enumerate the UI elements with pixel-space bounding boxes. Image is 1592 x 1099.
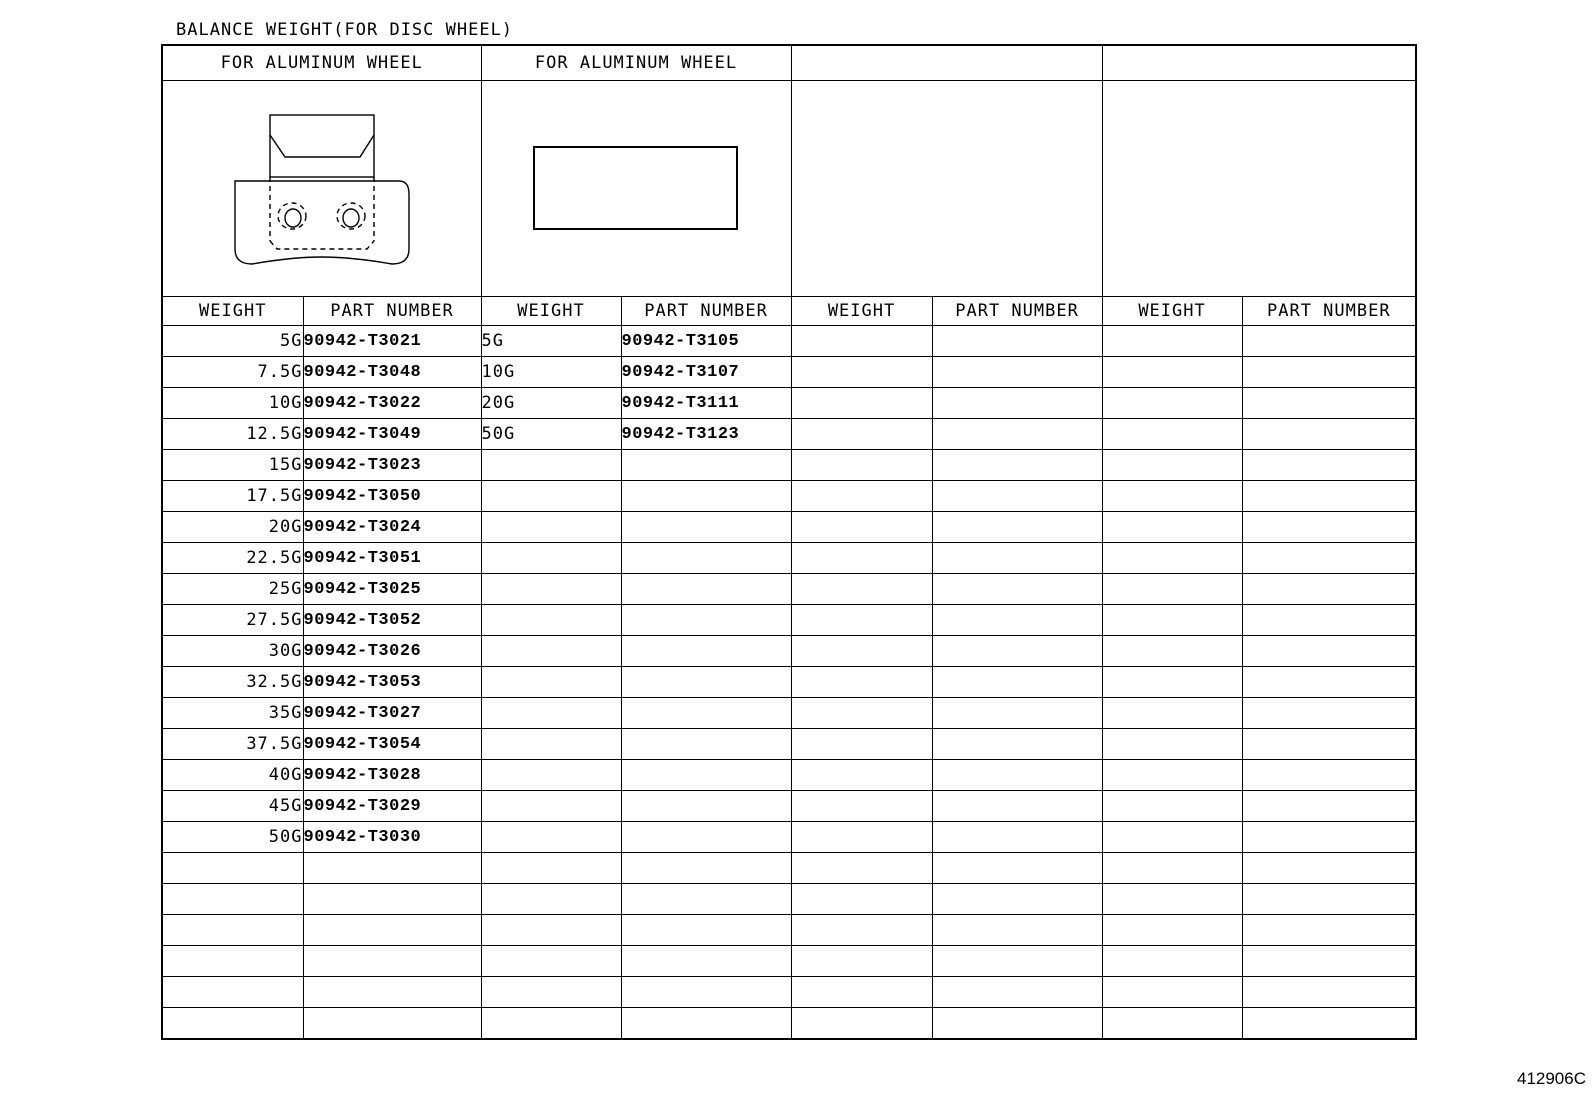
part-number-cell xyxy=(932,1008,1102,1040)
group-header xyxy=(1102,45,1416,81)
part-number-cell xyxy=(932,667,1102,698)
clip-on-weight-icon xyxy=(227,109,417,269)
part-number-column-header: PART NUMBER xyxy=(932,297,1102,326)
weight-cell: 32.5G xyxy=(162,667,303,698)
weight-cell xyxy=(481,760,621,791)
weight-cell xyxy=(1102,698,1242,729)
table-row xyxy=(162,698,1416,729)
part-number-cell xyxy=(621,1008,791,1040)
weight-cell xyxy=(1102,667,1242,698)
part-number-cell xyxy=(932,977,1102,1008)
weight-cell xyxy=(1102,388,1242,419)
part-number-cell xyxy=(303,1008,481,1040)
part-number-cell: 90942-T3123 xyxy=(621,419,791,450)
weight-cell xyxy=(1102,915,1242,946)
part-number-cell: 90942-T3027 xyxy=(303,698,481,729)
weight-column-header: WEIGHT xyxy=(791,297,932,326)
part-number-cell xyxy=(1242,884,1416,915)
part-number-cell xyxy=(1242,605,1416,636)
part-number-column-header: PART NUMBER xyxy=(621,297,791,326)
part-number-cell: 90942-T3049 xyxy=(303,419,481,450)
weight-cell xyxy=(162,977,303,1008)
weight-cell xyxy=(791,357,932,388)
table-row xyxy=(162,357,1416,388)
part-number-cell xyxy=(932,450,1102,481)
weight-cell xyxy=(791,419,932,450)
part-number-cell xyxy=(621,450,791,481)
weight-cell xyxy=(481,946,621,977)
weight-cell xyxy=(791,977,932,1008)
part-number-cell xyxy=(621,667,791,698)
part-number-cell xyxy=(1242,667,1416,698)
weight-cell xyxy=(1102,419,1242,450)
part-number-cell xyxy=(932,574,1102,605)
table-row xyxy=(162,729,1416,760)
weight-cell xyxy=(791,729,932,760)
weight-cell xyxy=(1102,450,1242,481)
part-number-cell xyxy=(621,729,791,760)
weight-cell xyxy=(791,853,932,884)
weight-cell xyxy=(481,574,621,605)
weight-cell xyxy=(1102,884,1242,915)
weight-cell xyxy=(791,543,932,574)
part-number-cell xyxy=(303,915,481,946)
weight-cell: 50G xyxy=(481,419,621,450)
part-number-cell xyxy=(932,543,1102,574)
table-row xyxy=(162,853,1416,884)
part-number-cell xyxy=(1242,946,1416,977)
table-row xyxy=(162,822,1416,853)
part-number-cell: 90942-T3051 xyxy=(303,543,481,574)
part-number-cell xyxy=(1242,388,1416,419)
table-row xyxy=(162,419,1416,450)
weight-cell xyxy=(481,450,621,481)
table-row xyxy=(162,605,1416,636)
weight-cell: 22.5G xyxy=(162,543,303,574)
weight-cell xyxy=(481,822,621,853)
part-number-cell xyxy=(932,419,1102,450)
weight-cell xyxy=(791,388,932,419)
table-row xyxy=(162,512,1416,543)
illustration-cell xyxy=(1102,81,1416,297)
weight-cell: 45G xyxy=(162,791,303,822)
weight-cell: 27.5G xyxy=(162,605,303,636)
weight-cell xyxy=(162,884,303,915)
part-number-cell xyxy=(1242,636,1416,667)
part-number-cell: 90942-T3053 xyxy=(303,667,481,698)
weight-column-header: WEIGHT xyxy=(1102,297,1242,326)
part-number-cell xyxy=(1242,791,1416,822)
part-number-cell xyxy=(1242,450,1416,481)
part-number-cell xyxy=(303,853,481,884)
weight-cell xyxy=(481,884,621,915)
weight-cell xyxy=(791,574,932,605)
weight-cell xyxy=(791,450,932,481)
weight-cell: 37.5G xyxy=(162,729,303,760)
adhesive-weight-icon xyxy=(531,144,741,234)
weight-cell xyxy=(791,667,932,698)
weight-cell xyxy=(481,915,621,946)
part-number-cell xyxy=(621,915,791,946)
weight-cell: 50G xyxy=(162,822,303,853)
weight-cell xyxy=(791,915,932,946)
part-number-cell: 90942-T3054 xyxy=(303,729,481,760)
part-number-cell xyxy=(621,574,791,605)
part-number-cell xyxy=(932,481,1102,512)
weight-cell xyxy=(481,1008,621,1040)
weight-cell xyxy=(162,915,303,946)
weight-cell xyxy=(481,698,621,729)
part-number-cell xyxy=(621,481,791,512)
weight-cell xyxy=(481,729,621,760)
part-number-cell xyxy=(303,884,481,915)
part-number-cell xyxy=(932,946,1102,977)
part-number-cell xyxy=(1242,481,1416,512)
weight-cell xyxy=(791,326,932,357)
page-title: BALANCE WEIGHT(FOR DISC WHEEL) xyxy=(176,20,514,40)
weight-cell: 10G xyxy=(481,357,621,388)
table-row xyxy=(162,450,1416,481)
part-number-cell xyxy=(1242,698,1416,729)
weight-cell xyxy=(1102,791,1242,822)
part-number-cell: 90942-T3023 xyxy=(303,450,481,481)
part-number-column-header: PART NUMBER xyxy=(303,297,481,326)
table-row xyxy=(162,667,1416,698)
weight-cell xyxy=(481,977,621,1008)
group-header: FOR ALUMINUM WHEEL xyxy=(481,45,791,81)
weight-cell: 35G xyxy=(162,698,303,729)
weight-cell: 12.5G xyxy=(162,419,303,450)
weight-cell xyxy=(1102,512,1242,543)
table-row xyxy=(162,388,1416,419)
weight-cell xyxy=(481,481,621,512)
part-number-cell: 90942-T3050 xyxy=(303,481,481,512)
weight-cell xyxy=(481,636,621,667)
part-number-cell xyxy=(621,946,791,977)
part-number-cell: 90942-T3105 xyxy=(621,326,791,357)
weight-cell xyxy=(791,760,932,791)
weight-cell xyxy=(481,512,621,543)
part-number-cell xyxy=(621,884,791,915)
weight-cell xyxy=(791,884,932,915)
table-row xyxy=(162,543,1416,574)
part-number-cell xyxy=(621,977,791,1008)
group-header xyxy=(791,45,1102,81)
part-number-column-header: PART NUMBER xyxy=(1242,297,1416,326)
table-row xyxy=(162,977,1416,1008)
weight-cell xyxy=(1102,543,1242,574)
weight-cell xyxy=(1102,636,1242,667)
part-number-cell: 90942-T3025 xyxy=(303,574,481,605)
weight-cell xyxy=(481,605,621,636)
part-number-cell: 90942-T3111 xyxy=(621,388,791,419)
part-number-cell xyxy=(303,946,481,977)
part-number-cell xyxy=(1242,822,1416,853)
part-number-cell: 90942-T3030 xyxy=(303,822,481,853)
weight-cell xyxy=(1102,326,1242,357)
table-row xyxy=(162,791,1416,822)
part-number-cell xyxy=(1242,1008,1416,1040)
weight-cell xyxy=(162,946,303,977)
part-number-cell xyxy=(1242,853,1416,884)
weight-cell xyxy=(1102,946,1242,977)
part-number-cell xyxy=(932,512,1102,543)
part-number-cell xyxy=(1242,915,1416,946)
reference-code: 412906C xyxy=(1516,1069,1586,1088)
weight-cell xyxy=(481,667,621,698)
weight-cell: 20G xyxy=(162,512,303,543)
weight-cell: 17.5G xyxy=(162,481,303,512)
weight-cell xyxy=(481,791,621,822)
illustration-cell xyxy=(481,81,791,297)
part-number-cell xyxy=(621,853,791,884)
weight-cell xyxy=(481,543,621,574)
part-number-cell xyxy=(621,543,791,574)
part-number-cell xyxy=(621,636,791,667)
weight-cell xyxy=(1102,1008,1242,1040)
weight-column-header: WEIGHT xyxy=(162,297,303,326)
part-number-cell: 90942-T3029 xyxy=(303,791,481,822)
table-row xyxy=(162,636,1416,667)
part-number-cell xyxy=(1242,326,1416,357)
table-row xyxy=(162,915,1416,946)
weight-cell: 7.5G xyxy=(162,357,303,388)
part-number-cell xyxy=(932,853,1102,884)
weight-cell xyxy=(481,853,621,884)
table-row xyxy=(162,481,1416,512)
table-row xyxy=(162,1008,1416,1040)
weight-cell: 40G xyxy=(162,760,303,791)
part-number-cell: 90942-T3028 xyxy=(303,760,481,791)
table-row xyxy=(162,884,1416,915)
part-number-cell xyxy=(621,822,791,853)
part-number-cell: 90942-T3022 xyxy=(303,388,481,419)
part-number-cell xyxy=(1242,419,1416,450)
weight-cell xyxy=(791,481,932,512)
illustration-cell xyxy=(791,81,1102,297)
weight-cell xyxy=(791,822,932,853)
part-number-cell xyxy=(621,698,791,729)
table-row xyxy=(162,946,1416,977)
part-number-cell xyxy=(1242,512,1416,543)
weight-cell xyxy=(791,605,932,636)
part-number-cell xyxy=(303,977,481,1008)
weight-cell xyxy=(791,1008,932,1040)
part-number-cell xyxy=(621,512,791,543)
part-number-cell: 90942-T3048 xyxy=(303,357,481,388)
weight-cell xyxy=(1102,822,1242,853)
part-number-cell: 90942-T3107 xyxy=(621,357,791,388)
part-number-cell: 90942-T3052 xyxy=(303,605,481,636)
weight-cell xyxy=(162,1008,303,1040)
part-number-cell xyxy=(1242,574,1416,605)
weight-cell xyxy=(1102,357,1242,388)
weight-cell xyxy=(162,853,303,884)
weight-cell: 25G xyxy=(162,574,303,605)
weight-cell xyxy=(791,946,932,977)
balance-weight-table xyxy=(161,44,1417,1040)
part-number-cell xyxy=(932,388,1102,419)
weight-column-header: WEIGHT xyxy=(481,297,621,326)
weight-cell: 30G xyxy=(162,636,303,667)
part-number-cell xyxy=(621,605,791,636)
part-number-cell xyxy=(932,636,1102,667)
part-number-cell xyxy=(1242,729,1416,760)
weight-cell xyxy=(791,512,932,543)
weight-cell: 5G xyxy=(481,326,621,357)
part-number-cell xyxy=(932,729,1102,760)
part-number-cell xyxy=(621,791,791,822)
weight-cell xyxy=(1102,853,1242,884)
weight-cell: 10G xyxy=(162,388,303,419)
weight-cell xyxy=(1102,760,1242,791)
part-number-cell xyxy=(932,915,1102,946)
part-number-cell xyxy=(932,822,1102,853)
table-row xyxy=(162,326,1416,357)
part-number-cell xyxy=(932,326,1102,357)
weight-cell xyxy=(791,698,932,729)
weight-cell xyxy=(1102,977,1242,1008)
part-number-cell xyxy=(932,760,1102,791)
weight-cell xyxy=(1102,481,1242,512)
part-number-cell xyxy=(1242,977,1416,1008)
weight-cell xyxy=(1102,729,1242,760)
part-number-cell: 90942-T3021 xyxy=(303,326,481,357)
part-number-cell: 90942-T3024 xyxy=(303,512,481,543)
part-number-cell xyxy=(621,760,791,791)
weight-cell xyxy=(791,791,932,822)
weight-cell: 5G xyxy=(162,326,303,357)
part-number-cell xyxy=(1242,357,1416,388)
part-number-cell xyxy=(932,791,1102,822)
weight-cell: 20G xyxy=(481,388,621,419)
illustration-cell xyxy=(162,81,481,297)
part-number-cell xyxy=(932,605,1102,636)
weight-cell xyxy=(1102,574,1242,605)
part-number-cell xyxy=(1242,760,1416,791)
weight-cell xyxy=(1102,605,1242,636)
weight-cell: 15G xyxy=(162,450,303,481)
part-number-cell: 90942-T3026 xyxy=(303,636,481,667)
part-number-cell xyxy=(1242,543,1416,574)
part-number-cell xyxy=(932,357,1102,388)
table-row xyxy=(162,574,1416,605)
table-row xyxy=(162,760,1416,791)
group-header: FOR ALUMINUM WHEEL xyxy=(162,45,481,81)
part-number-cell xyxy=(932,698,1102,729)
part-number-cell xyxy=(932,884,1102,915)
weight-cell xyxy=(791,636,932,667)
